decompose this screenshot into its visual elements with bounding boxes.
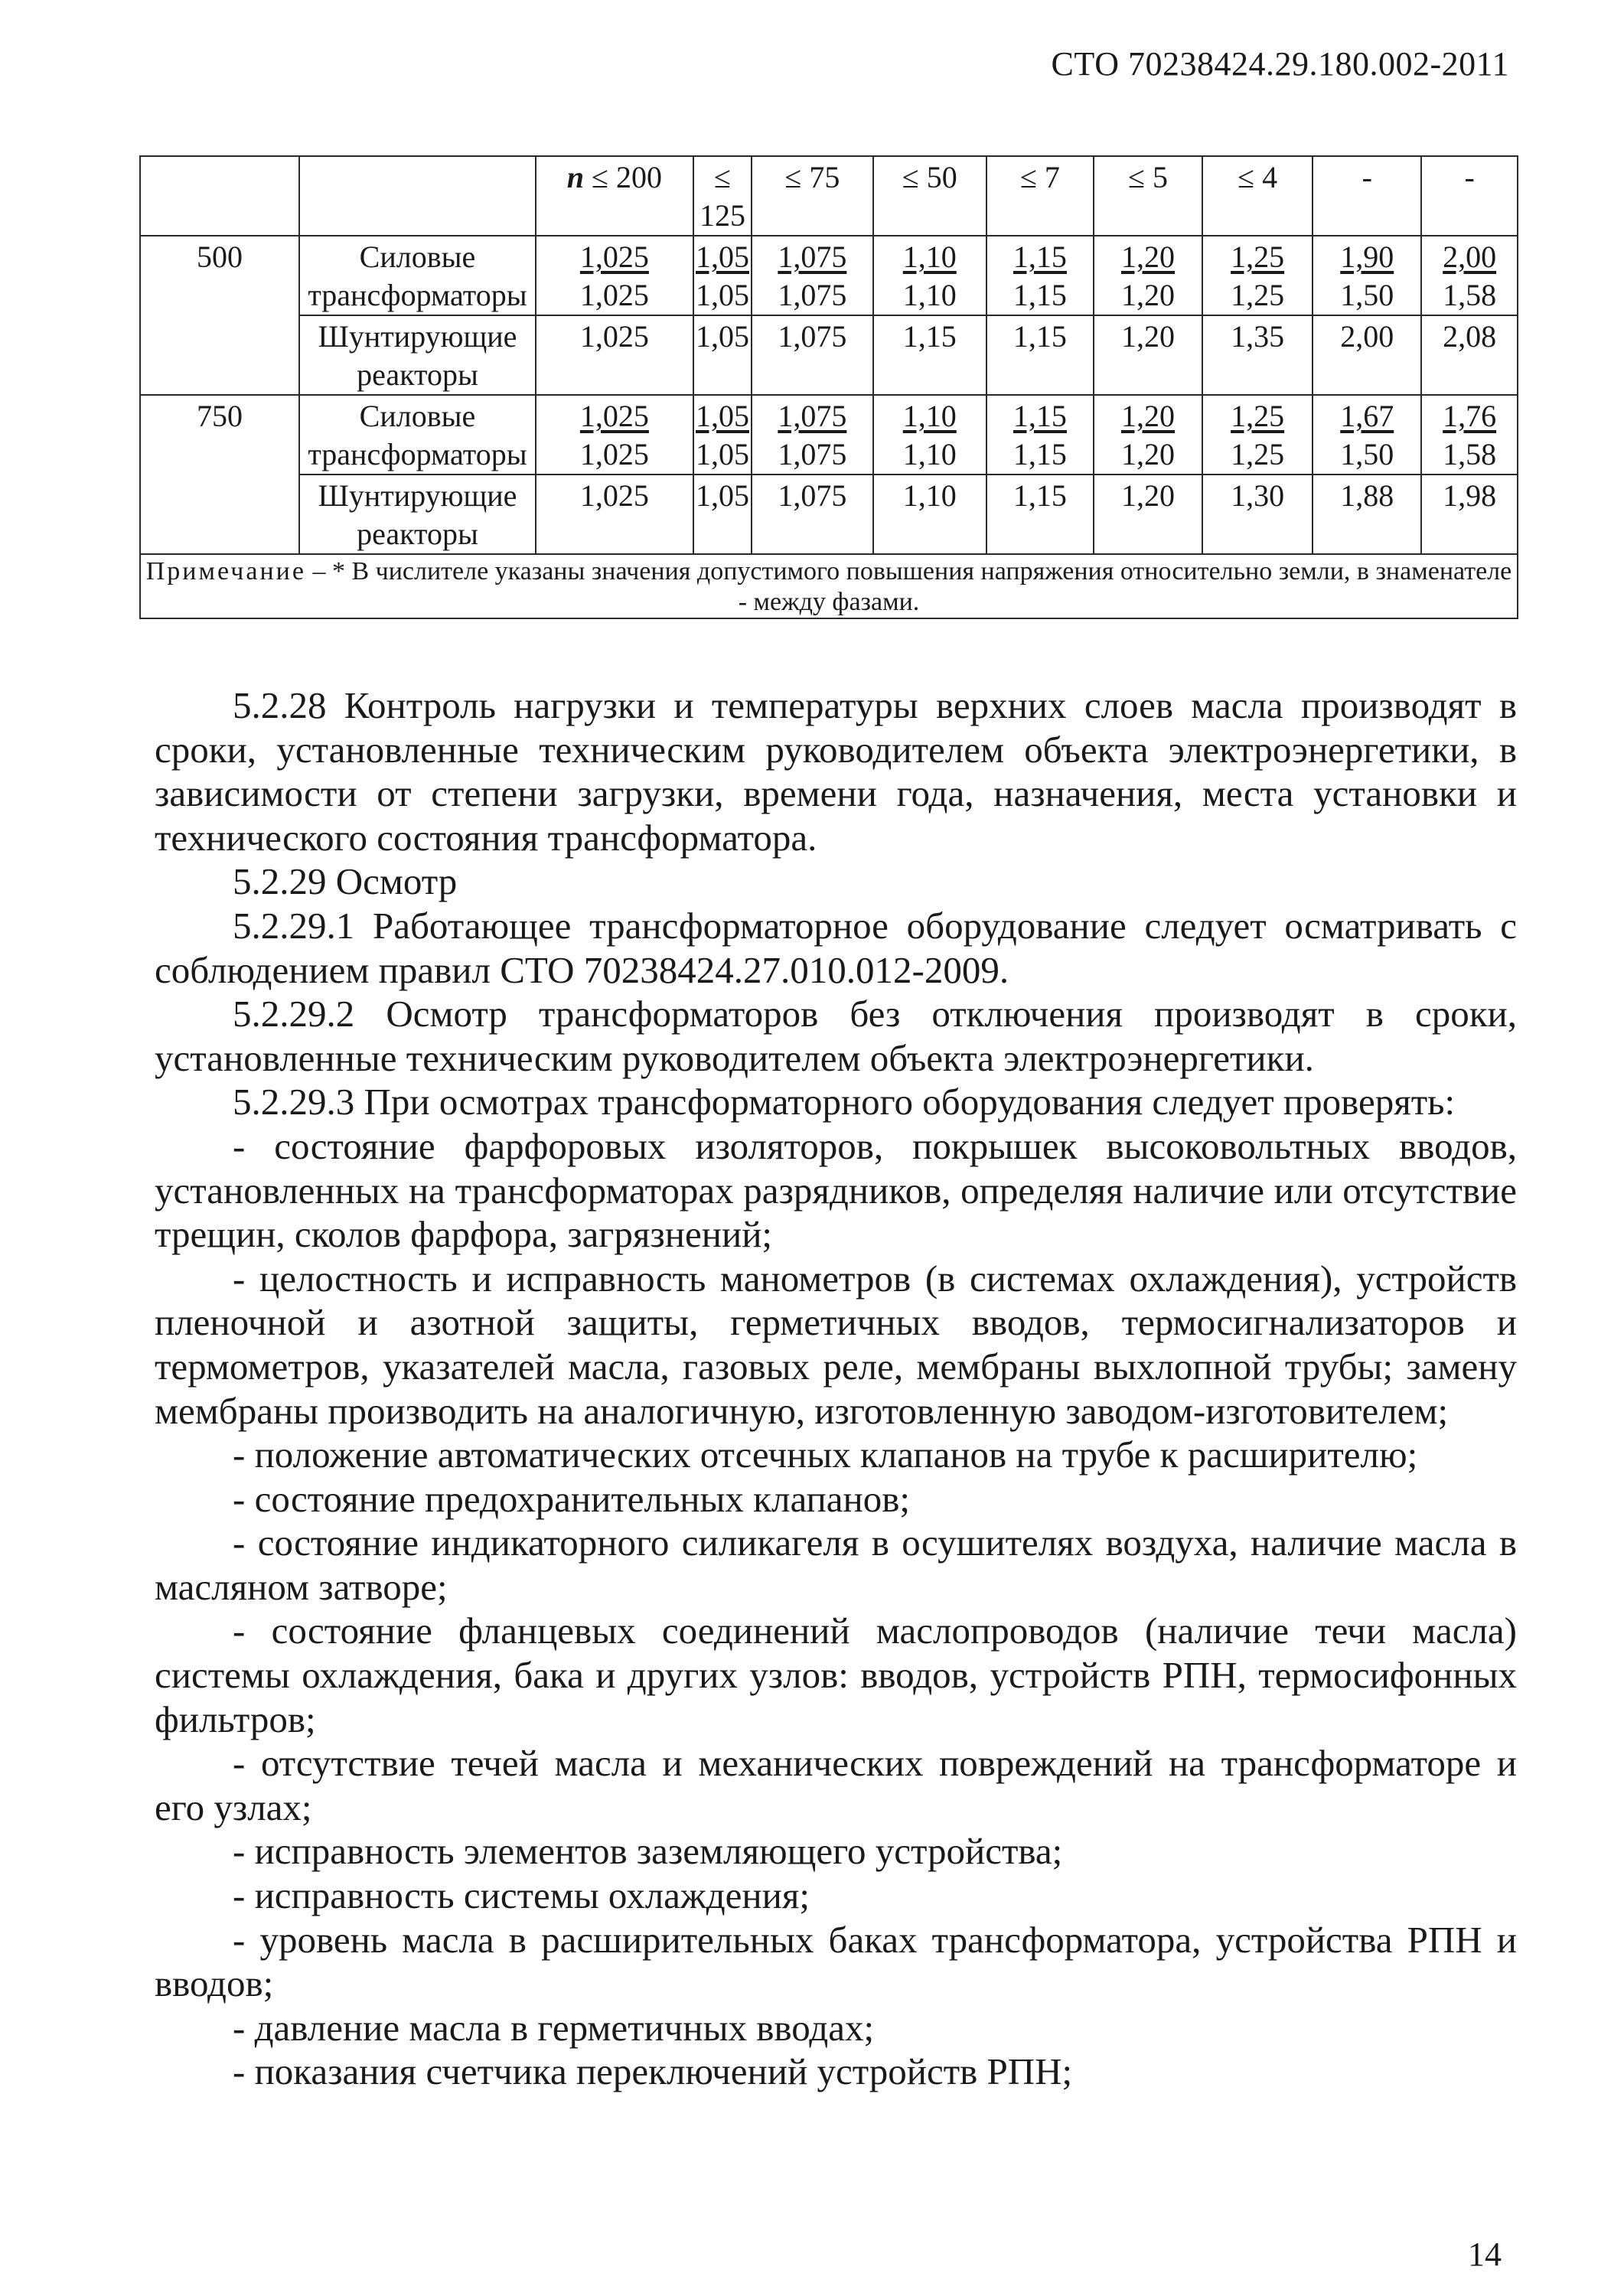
value-cell: 1,15 [986,475,1094,554]
value-cell [1094,236,1202,315]
value-cell [1094,395,1202,475]
value-cell: 1,075 [752,315,873,395]
value-cell [536,395,693,475]
value-cell [873,395,986,475]
equipment-name-cell: Шунтирующие реакторы [299,315,536,395]
voltage-norms-table [139,155,1518,619]
table-header-cell: n ≤ 200 [536,156,693,236]
table-header-cell: ≤ 7 [986,156,1094,236]
value-cell [986,236,1094,315]
value-cell: 1,025 [536,475,693,554]
value-cell [536,236,693,315]
document-code: СТО 70238424.29.180.002-2011 [1051,45,1509,83]
table-header-cell: ≤ 75 [752,156,873,236]
numerator-value: 1,25 [1231,240,1285,274]
value-cell: 2,00 [1313,315,1421,395]
value-cell: 1,15 [873,315,986,395]
numerator-value: 1,05 [695,240,749,274]
table-row [140,236,1518,315]
denominator-value: 1,05 [695,437,749,471]
value-cell [1202,236,1313,315]
table-note-row [140,554,1518,618]
list-item: - показания счетчика переключений устройств РПН; [233,2050,1073,2093]
list-item: - исправность элементов заземляющего устройства; [233,1830,1063,1873]
numerator-value: 1,075 [778,399,847,433]
value-cell: 2,08 [1421,315,1518,395]
equipment-name-cell: Шунтирующие реакторы [299,475,536,554]
document-body [155,683,1517,2094]
table-cell [299,156,536,236]
denominator-value: 1,25 [1231,278,1285,312]
numerator-value: 1,15 [1013,240,1067,274]
paragraph: 5.2.29.1 Работающее трансформаторное оборудование следует осматривать с соблюдением правил СТО 70238424.27.010.012-2009. [155,904,1517,991]
numerator-value: 1,025 [579,240,649,274]
numerator-value: 1,10 [902,240,957,274]
table-row [140,315,1518,395]
denominator-value: 1,15 [1013,278,1067,312]
table-cell [140,156,299,236]
table-header-cell: ≤ 125 [693,156,752,236]
value-cell: 1,05 [693,475,752,554]
denominator-value: 1,50 [1340,278,1394,312]
paragraph: 5.2.29.3 При осмотрах трансформаторного оборудования следует проверять: [233,1081,1456,1124]
denominator-value: 1,10 [902,278,957,312]
list-item: - исправность системы охлаждения; [233,1874,810,1917]
paragraph: 5.2.28 Контроль нагрузки и температуры верхних слоев масла производят в сроки, установленные техническим руководителем объекта электроэнергетики, в зависимости от степени загрузки, времени года, назначения, места установки и технического состояния трансформатора. [155,684,1517,859]
denominator-value: 1,075 [778,437,847,471]
denominator-value: 1,20 [1120,278,1175,312]
list-item: - состояние фарфоровых изоляторов, покрышек высоковольтных вводов, установленных на трансформаторах разрядников, определяя наличие или отсутствие трещин, сколов фарфора, загрязнений; [155,1124,1517,1256]
voltage-class-cell: 500 [140,236,299,395]
value-cell [1202,395,1313,475]
list-item: - состояние индикаторного силикагеля в осушителях воздуха, наличие масла в масляном затворе; [155,1521,1517,1608]
numerator-value: 1,20 [1120,399,1175,433]
numerator-value: 1,075 [778,240,847,274]
value-cell [752,236,873,315]
numerator-value: 1,25 [1231,399,1285,433]
value-cell: 1,20 [1094,475,1202,554]
denominator-value: 1,20 [1120,437,1175,471]
value-cell [1421,395,1518,475]
note-label: Примечание [145,557,306,585]
table-row [140,475,1518,554]
denominator-value: 1,15 [1013,437,1067,471]
list-item: - положение автоматических отсечных клапанов на трубе к расширителю; [233,1433,1418,1476]
value-cell: 1,025 [536,315,693,395]
value-cell: 1,05 [693,315,752,395]
numerator-value: 1,20 [1120,240,1175,274]
denominator-value: 1,075 [778,278,847,312]
value-cell [752,395,873,475]
note-text: – * В числителе указаны значения допустимого повышения напряжения относительно земли, в знаменателе - между фазами. [305,557,1512,616]
value-cell [693,236,752,315]
value-cell [1313,236,1421,315]
value-cell: 1,88 [1313,475,1421,554]
denominator-value: 1,025 [579,278,649,312]
table-header-cell: ≤ 50 [873,156,986,236]
numerator-value: 1,67 [1340,399,1394,433]
numerator-value: 1,15 [1013,399,1067,433]
value-cell [873,236,986,315]
list-item: - состояние предохранительных клапанов; [233,1477,910,1520]
paragraph: 5.2.29.2 Осмотр трансформаторов без отключения производят в сроки, установленные техническим руководителем объекта электроэнергетики. [155,993,1517,1079]
table-row [140,395,1518,475]
table-note [140,554,1518,618]
numerator-value: 2,00 [1443,240,1497,274]
numerator-value: 1,05 [695,399,749,433]
denominator-value: 1,10 [902,437,957,471]
value-cell [1421,236,1518,315]
denominator-value: 1,025 [579,437,649,471]
numerator-value: 1,10 [902,399,957,433]
list-item: - состояние фланцевых соединений маслопроводов (наличие течи масла) системы охлаждения, бака и других узлов: вводов, устройств РПН, термосифонных фильтров; [155,1609,1517,1740]
table-header-cell: - [1421,156,1518,236]
value-cell: 1,15 [986,315,1094,395]
equipment-name-cell: Силовые трансформаторы [299,236,536,315]
denominator-value: 1,50 [1340,437,1394,471]
value-cell: 1,10 [873,475,986,554]
value-cell: 1,30 [1202,475,1313,554]
value-cell [693,395,752,475]
numerator-value: 1,90 [1340,240,1394,274]
value-cell [986,395,1094,475]
value-cell [1313,395,1421,475]
paragraph: 5.2.29 Осмотр [233,860,458,903]
table-header-cell: ≤ 4 [1202,156,1313,236]
list-item: - отсутствие течей масла и механических повреждений на трансформаторе и его узлах; [155,1742,1517,1828]
page-number: 14 [1468,2236,1502,2273]
value-cell: 1,20 [1094,315,1202,395]
numerator-value: 1,76 [1443,399,1497,433]
denominator-value: 1,58 [1443,278,1497,312]
value-cell: 1,98 [1421,475,1518,554]
list-item: - давление масла в герметичных вводах; [233,2006,875,2049]
list-item: - уровень масла в расширительных баках трансформатора, устройства РПН и вводов; [155,1918,1517,2005]
table-header-cell: - [1313,156,1421,236]
denominator-value: 1,25 [1231,437,1285,471]
numerator-value: 1,025 [579,399,649,433]
list-item: - целостность и исправность манометров (в системах охлаждения), устройств пленочной и азотной защиты, герметичных вводов, термосигнализаторов и термометров, указателей масла, газовых реле, мембраны выхлопной трубы; замену мембраны производить на аналогичную, изготовленную заводом-изготовителем; [155,1257,1517,1432]
value-cell: 1,35 [1202,315,1313,395]
denominator-value: 1,58 [1443,437,1497,471]
denominator-value: 1,05 [695,278,749,312]
voltage-class-cell: 750 [140,395,299,554]
equipment-name-cell: Силовые трансформаторы [299,395,536,475]
value-cell: 1,075 [752,475,873,554]
table-header-cell: ≤ 5 [1094,156,1202,236]
table-header-row [140,156,1518,236]
